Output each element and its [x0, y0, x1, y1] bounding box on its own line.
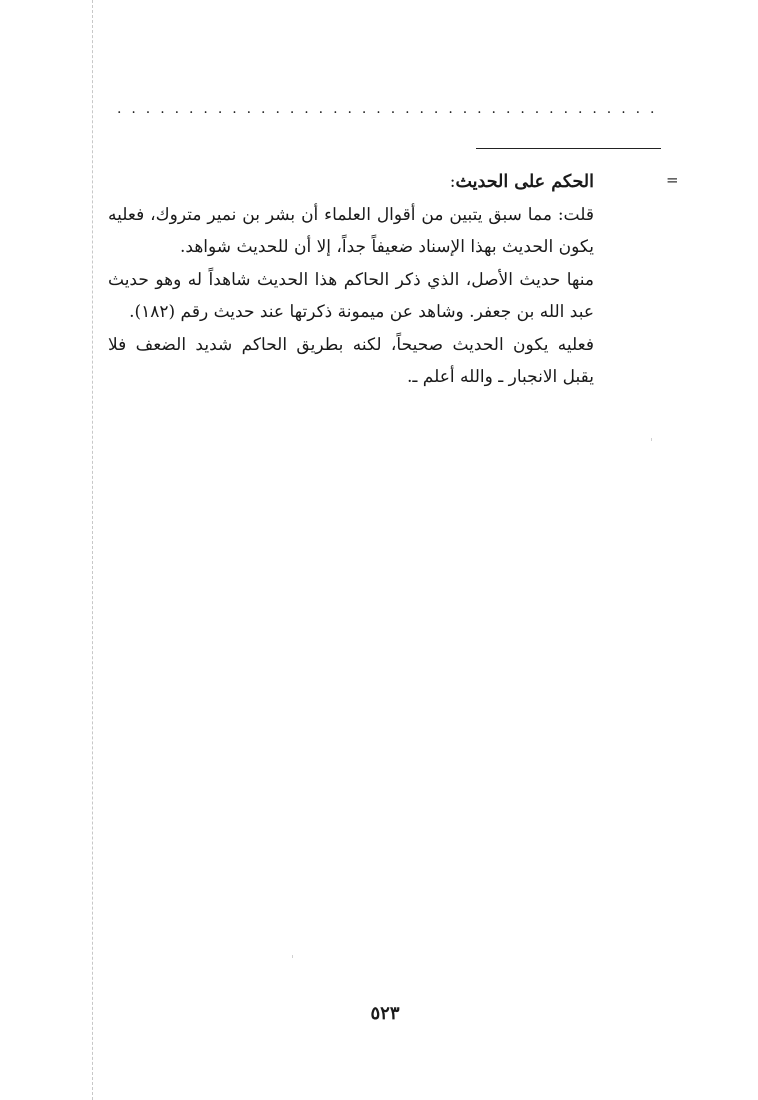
section-divider-rule	[476, 148, 661, 149]
rule-dot: .	[376, 101, 381, 117]
rule-dot: .	[333, 101, 338, 117]
rule-dot: .	[577, 101, 583, 117]
rule-dot: .	[232, 101, 237, 117]
rule-dot: .	[174, 101, 180, 117]
page-number	[0, 1002, 758, 1026]
rule-dot: .	[592, 101, 597, 117]
rule-dot: .	[361, 101, 367, 117]
rule-dot: .	[606, 101, 612, 117]
rule-dot: .	[347, 101, 352, 117]
rule-dot: .	[261, 101, 266, 117]
rule-dot: .	[304, 101, 309, 117]
page-number-text: ٥٢٣	[370, 1003, 400, 1024]
rule-dot: .	[635, 101, 641, 117]
heading-colon: :	[449, 172, 456, 192]
rule-dot: .	[405, 101, 410, 117]
dotted-header-rule	[112, 101, 660, 117]
rule-dot: .	[448, 101, 453, 117]
rule-dot: .	[563, 101, 569, 117]
body-text	[108, 166, 594, 394]
rule-dot: .	[505, 101, 511, 117]
rule-dot: .	[534, 101, 540, 117]
rule-dot: .	[462, 101, 468, 117]
paragraph-3: فعليه يكون الحديث صحيحاً، لكنه بطريق الحاكم شديد الضعف فلا يقبل الانجبار ـ والله أعلم ـ.	[108, 334, 594, 387]
binding-margin-line	[92, 0, 93, 1100]
rule-dot: .	[145, 101, 151, 117]
rule-dot: .	[477, 101, 482, 117]
section-heading	[108, 166, 594, 199]
rule-dot: .	[650, 101, 655, 117]
rule-dot: .	[116, 101, 122, 117]
paragraph-1: قلت: مما سبق يتبين من أقوال العلماء أن بشر بن نمير متروك، فعليه يكون الحديث بهذا الإسناد ضعيفاً جداً، إلا أن للحديث شواهد.	[108, 204, 594, 257]
scan-speck	[292, 955, 293, 958]
scan-speck	[651, 438, 652, 441]
rule-dot: .	[549, 101, 554, 117]
rule-dot: .	[275, 101, 280, 117]
rule-dot: .	[621, 101, 626, 117]
rule-dot: .	[433, 101, 439, 117]
rule-dot: .	[491, 101, 496, 117]
heading-text: الحكم على الحديث	[455, 172, 594, 192]
rule-dot: .	[318, 101, 324, 117]
rule-dot: .	[203, 101, 208, 117]
rule-dot: .	[189, 101, 194, 117]
rule-dot: .	[289, 101, 295, 117]
rule-dot: .	[520, 101, 525, 117]
rule-dot: .	[160, 101, 165, 117]
margin-equals-mark: =	[666, 171, 679, 189]
paragraph-2: منها حديث الأصل، الذي ذكر الحاكم هذا الحديث شاهداً له وهو حديث عبد الله بن جعفر. وشاهد عن ميمونة ذكرتها عند حديث رقم (١٨٢).	[108, 269, 594, 322]
rule-dot: .	[131, 101, 136, 117]
rule-dot: .	[390, 101, 396, 117]
rule-dot: .	[217, 101, 223, 117]
rule-dot: .	[419, 101, 424, 117]
rule-dot: .	[246, 101, 252, 117]
